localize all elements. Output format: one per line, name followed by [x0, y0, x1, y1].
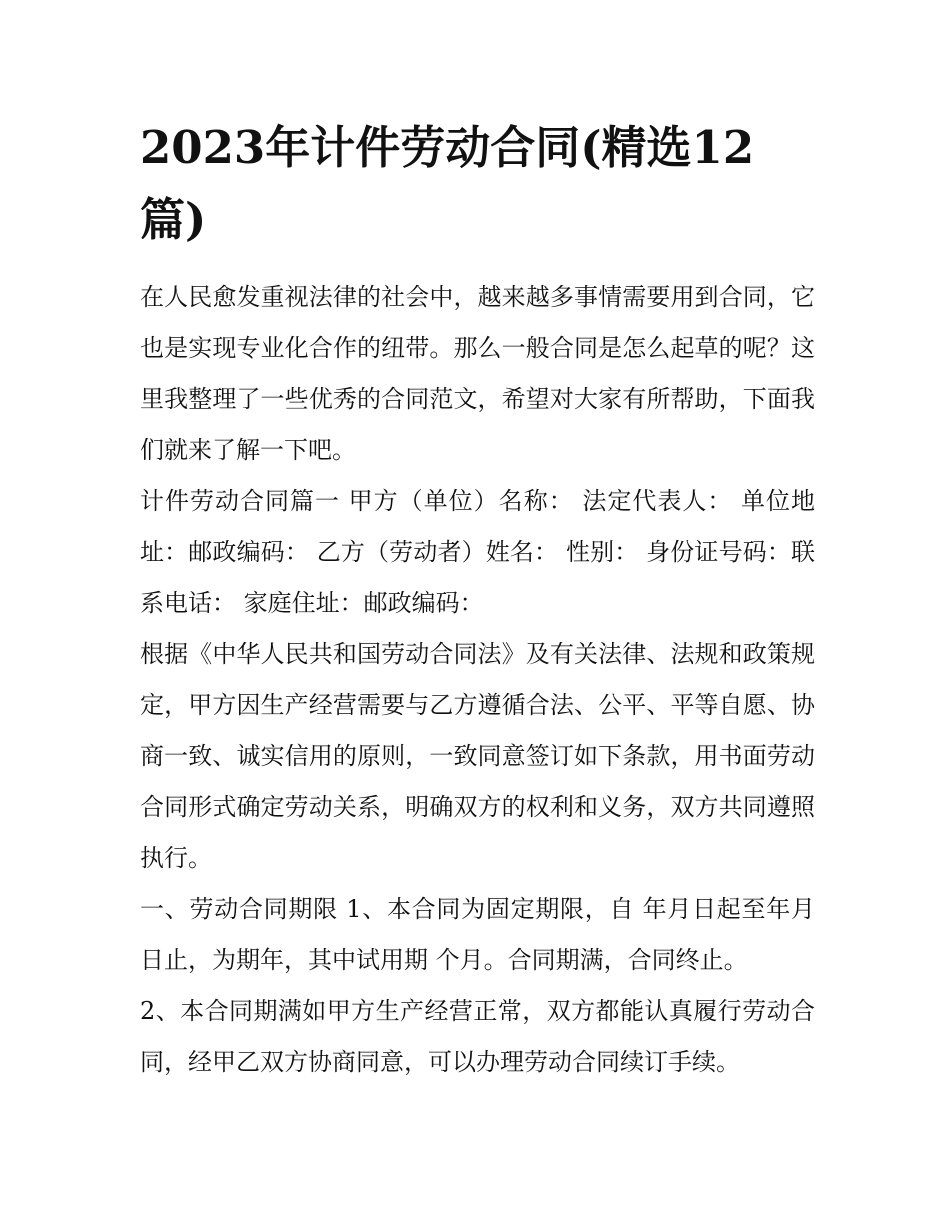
contract-term-paragraph: 一、劳动合同期限 1、本合同为固定期限，自 年月日起至年月日止，为期年，其中试用期 个月。合同期满，合同终止。: [140, 895, 815, 974]
document-title: 2023年计件劳动合同(精选12篇): [140, 121, 755, 246]
document-page: [140, 112, 815, 1088]
parties-paragraph: 计件劳动合同篇一 甲方（单位）名称： 法定代表人： 单位地址：邮政编码： 乙方（劳动者）姓名： 性别： 身份证号码：联系电话： 家庭住址：邮政编码：: [140, 487, 815, 617]
renewal-paragraph: 2、本合同期满如甲方生产经营正常，双方都能认真履行劳动合同，经甲乙双方协商同意，可以办理劳动合同续订手续。: [140, 997, 815, 1076]
legal-basis-paragraph: 根据《中华人民共和国劳动合同法》及有关法律、法规和政策规定，甲方因生产经营需要与乙方遵循合法、公平、平等自愿、协商一致、诚实信用的原则，一致同意签订如下条款，用书面劳动合同形式确定劳动关系，明确双方的权利和义务，双方共同遵照执行。: [140, 640, 815, 872]
intro-paragraph: 在人民愈发重视法律的社会中，越来越多事情需要用到合同，它也是实现专业化合作的纽带。那么一般合同是怎么起草的呢？这里我整理了一些优秀的合同范文，希望对大家有所帮助，下面我们就来了解一下吧。: [140, 283, 815, 464]
document-body: [140, 272, 815, 1088]
